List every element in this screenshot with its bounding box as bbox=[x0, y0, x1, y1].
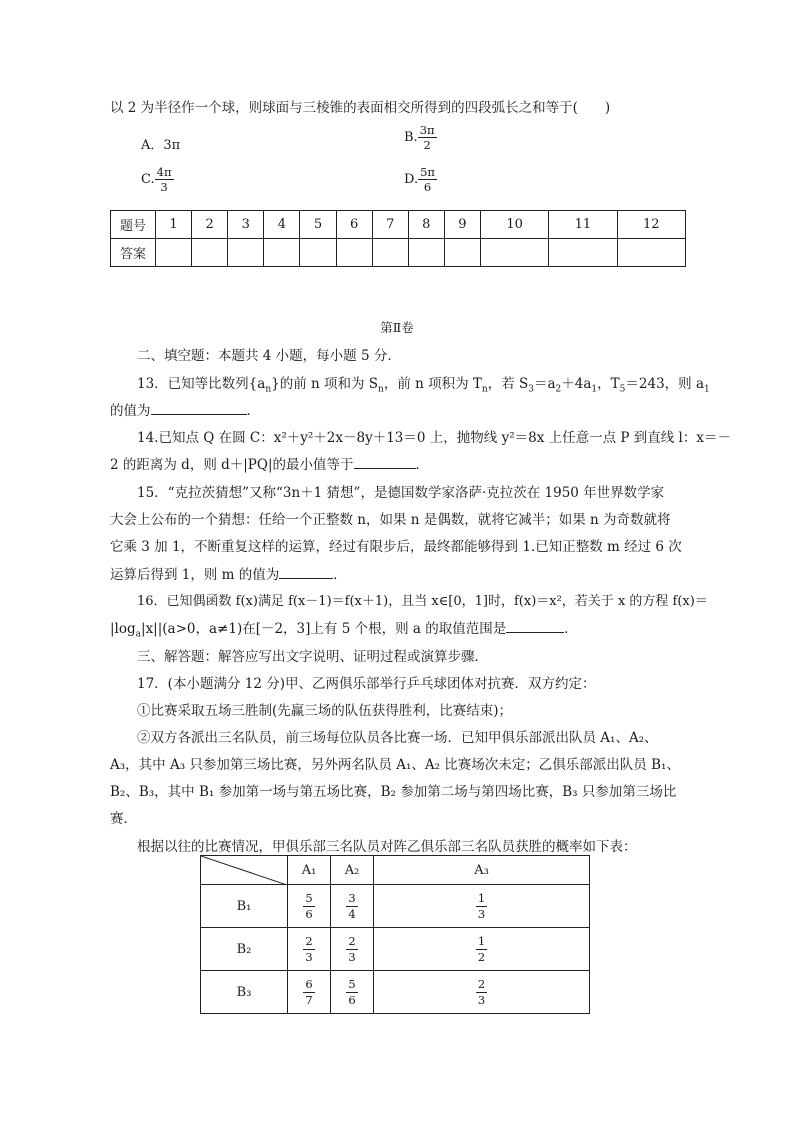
answer-cell[interactable] bbox=[264, 239, 300, 267]
q13-text: 的值为 bbox=[110, 403, 151, 419]
q13-text: }的前 n 项和为 S bbox=[271, 376, 379, 392]
q16-text: |x||(a>0，a≠1)在[－2，3]上有 5 个根，则 a 的取值范围是 bbox=[141, 621, 507, 637]
denominator: 4 bbox=[348, 906, 356, 921]
question-number-cell: 9 bbox=[444, 211, 480, 239]
answer-table-head-answer: 答案 bbox=[111, 239, 156, 267]
q13-line-1: 13．已知等比数列$\{a_n\}$的前 n 项和为 $S_n$，前 n 项积为 $T_n$，若 $S_3=a_2+4a_1$，$T_5=243$，则 $a_1$ bbox=[137, 376, 710, 395]
question-number-cell: 10 bbox=[480, 211, 548, 239]
question-number-cell: 3 bbox=[228, 211, 264, 239]
option-b-fraction bbox=[418, 124, 437, 151]
option-c-numerator: 4π bbox=[156, 165, 172, 179]
numerator: 3 bbox=[348, 891, 356, 906]
answer-cell[interactable] bbox=[372, 239, 408, 267]
q17-rule-2-line-2: A₃，其中 A₃ 只参加第三场比赛，另外两名队员 A₁、A₂ 比赛场次未定；乙俱乐部派出队员 B₁、 bbox=[110, 757, 680, 773]
q16-line-2: $|\log_a|x||(a>0$，a≠1)在[－2，3]上有 5 个根，则 a 的取值范围是 ． bbox=[110, 621, 578, 640]
answer-cell[interactable] bbox=[480, 239, 548, 267]
answer-cell[interactable] bbox=[549, 239, 617, 267]
probability-table bbox=[200, 855, 590, 1014]
q13-text: 13．已知等比数列{a bbox=[137, 376, 266, 392]
q15-line-4 bbox=[110, 563, 347, 583]
row-header-b3: B₃ bbox=[201, 971, 288, 1014]
solve-header: 三、解答题：解答应写出文字说明、证明过程或演算步骤． bbox=[137, 649, 488, 665]
q17-rule-2-line-1: ②双方各派出三名队员，前三场每位队员各比赛一场．已知甲俱乐部派出队员 A₁、A₂、 bbox=[137, 730, 658, 746]
q17-rule-2-line-4: 赛． bbox=[110, 811, 137, 827]
period: ． bbox=[246, 403, 260, 419]
option-c-label: C. bbox=[141, 172, 155, 188]
question-number-cell: 12 bbox=[617, 211, 685, 239]
denominator: 6 bbox=[348, 992, 356, 1007]
q15-line-2: 大会上公布的一个猜想：任给一个正整数 n，如果 n 是偶数，就将它减半；如果 n 为奇数就将 bbox=[110, 512, 671, 528]
probability-row-b3 bbox=[201, 971, 590, 1014]
answer-cell[interactable] bbox=[192, 239, 228, 267]
prob-cell bbox=[374, 971, 590, 1014]
numerator: 2 bbox=[477, 977, 486, 992]
q14-answer-blank[interactable] bbox=[354, 456, 416, 469]
answer-cell[interactable] bbox=[228, 239, 264, 267]
q13-text: ，前 n 项积为 T bbox=[383, 376, 482, 392]
numerator: 2 bbox=[305, 934, 313, 949]
prob-cell bbox=[331, 971, 374, 1014]
prob-cell bbox=[331, 885, 374, 928]
q15-line-1: 15．“克拉茨猜想”又称“3n＋1 猜想”，是德国数学家洛萨·克拉茨在 1950 年世界数学家 bbox=[137, 485, 665, 501]
option-d-denominator: 6 bbox=[423, 180, 432, 195]
q13-text: ＋4a bbox=[561, 376, 592, 392]
answer-table-row-numbers bbox=[111, 211, 686, 239]
answer-cell[interactable] bbox=[444, 239, 480, 267]
answer-table-row-answers bbox=[111, 239, 686, 267]
option-d-fraction bbox=[418, 166, 437, 193]
question-number-cell: 7 bbox=[372, 211, 408, 239]
denominator: 6 bbox=[305, 906, 313, 921]
question-number-cell: 4 bbox=[264, 211, 300, 239]
row-header-b2: B₂ bbox=[201, 928, 288, 971]
period: ． bbox=[564, 621, 578, 637]
option-c bbox=[141, 166, 174, 193]
question-number-cell: 1 bbox=[156, 211, 192, 239]
prob-cell bbox=[374, 928, 590, 971]
q13-text: ，T bbox=[597, 376, 620, 392]
row-header-b1: B₁ bbox=[201, 885, 288, 928]
answer-table bbox=[110, 210, 686, 267]
answer-cell[interactable] bbox=[617, 239, 685, 267]
denominator: 2 bbox=[477, 949, 486, 964]
option-d-numerator: 5π bbox=[420, 165, 435, 179]
q12-stem-tail: 以 2 为半径作一个球，则球面与三棱锥的表面相交所得到的四段弧长之和等于( ) bbox=[110, 100, 611, 116]
numerator: 5 bbox=[305, 891, 313, 906]
q17-table-intro: 根据以往的比赛情况，甲俱乐部三名队员对阵乙俱乐部三名队员获胜的概率如下表： bbox=[137, 839, 637, 855]
denominator: 3 bbox=[305, 949, 313, 964]
denominator: 3 bbox=[477, 906, 486, 921]
option-d bbox=[404, 166, 437, 193]
denominator: 3 bbox=[477, 992, 486, 1007]
diagonal-header-cell bbox=[201, 856, 288, 885]
option-c-denominator: 3 bbox=[160, 180, 168, 195]
col-header-a2: A₂ bbox=[331, 856, 374, 885]
option-c-fraction bbox=[155, 166, 174, 193]
q13-text: ＝a bbox=[533, 376, 556, 392]
q14-text: 2 的距离为 d，则 d＋|PQ|的最小值等于 bbox=[110, 457, 354, 473]
numerator: 1 bbox=[477, 934, 486, 949]
answer-cell[interactable] bbox=[408, 239, 444, 267]
answer-table-head-number: 题号 bbox=[111, 211, 156, 239]
probability-table-header-row bbox=[201, 856, 590, 885]
prob-cell bbox=[288, 928, 331, 971]
fill-in-header: 二、填空题：本题共 4 小题，每小题 5 分． bbox=[137, 348, 401, 364]
option-b-numerator: 3π bbox=[419, 123, 435, 137]
prob-cell bbox=[374, 885, 590, 928]
question-number-cell: 6 bbox=[336, 211, 372, 239]
probability-row-b2 bbox=[201, 928, 590, 971]
q13-answer-blank[interactable] bbox=[151, 402, 247, 415]
prob-cell bbox=[288, 971, 331, 1014]
q13-line-2 bbox=[110, 399, 260, 419]
answer-cell[interactable] bbox=[156, 239, 192, 267]
section-2-title: 第Ⅱ卷 bbox=[380, 320, 414, 335]
answer-cell[interactable] bbox=[336, 239, 372, 267]
q13-text: ＝243，则 a bbox=[625, 376, 705, 392]
diagonal-line bbox=[201, 856, 287, 885]
option-d-label: D. bbox=[404, 172, 419, 188]
period: ． bbox=[333, 567, 347, 583]
q17-rule-2-line-3: B₂、B₃，其中 B₁ 参加第一场与第五场比赛，B₂ 参加第二场与第四场比赛，B₃ 只参加第三场比 bbox=[110, 784, 677, 800]
option-a: A．3π bbox=[141, 138, 181, 153]
q17-rule-1: ①比赛采取五场三胜制(先赢三场的队伍获得胜利，比赛结束)； bbox=[137, 703, 513, 719]
numerator: 2 bbox=[348, 934, 356, 949]
numerator: 5 bbox=[348, 977, 356, 992]
q14-line-1: 14.已知点 Q 在圆 C：x²＋y²＋2x－8y＋13＝0 上，抛物线 y²＝8x 上任意一点 P 到直线 l：x＝－ bbox=[137, 430, 731, 446]
denominator: 3 bbox=[348, 949, 356, 964]
period: ． bbox=[415, 457, 429, 473]
q13-text: ，若 S bbox=[487, 376, 529, 392]
probability-row-b1 bbox=[201, 885, 590, 928]
option-b-denominator: 2 bbox=[423, 138, 431, 153]
numerator: 1 bbox=[477, 891, 486, 906]
question-number-cell: 8 bbox=[408, 211, 444, 239]
question-number-cell: 11 bbox=[549, 211, 617, 239]
prob-cell bbox=[331, 928, 374, 971]
question-number-cell: 5 bbox=[300, 211, 336, 239]
col-header-a1: A₁ bbox=[288, 856, 331, 885]
q15-answer-blank[interactable] bbox=[279, 566, 333, 579]
q16-answer-blank[interactable] bbox=[506, 620, 564, 633]
q16-line-1: 16．已知偶函数 f(x)满足 f(x－1)＝f(x＋1)，且当 x∈[0，1]时，f(x)＝x²，若关于 x 的方程 f(x)＝ bbox=[137, 594, 708, 609]
option-b bbox=[404, 124, 437, 151]
q15-line-3: 它乘 3 加 1，不断重复这样的运算，经过有限步后，最终都能够得到 1.已知正整数 m 经过 6 次 bbox=[110, 539, 682, 555]
question-number-cell: 2 bbox=[192, 211, 228, 239]
denominator: 7 bbox=[305, 992, 313, 1007]
option-b-label: B. bbox=[404, 130, 418, 146]
prob-cell bbox=[288, 885, 331, 928]
numerator: 6 bbox=[305, 977, 313, 992]
answer-cell[interactable] bbox=[300, 239, 336, 267]
q17-line-1: 17．(本小题满分 12 分)甲、乙两俱乐部举行乒乓球团体对抗赛．双方约定： bbox=[137, 676, 596, 692]
q16-text: |log bbox=[110, 621, 136, 637]
q14-line-2 bbox=[110, 453, 429, 473]
q15-text: 运算后得到 1，则 m 的值为 bbox=[110, 567, 280, 583]
col-header-a3: A₃ bbox=[374, 856, 590, 885]
